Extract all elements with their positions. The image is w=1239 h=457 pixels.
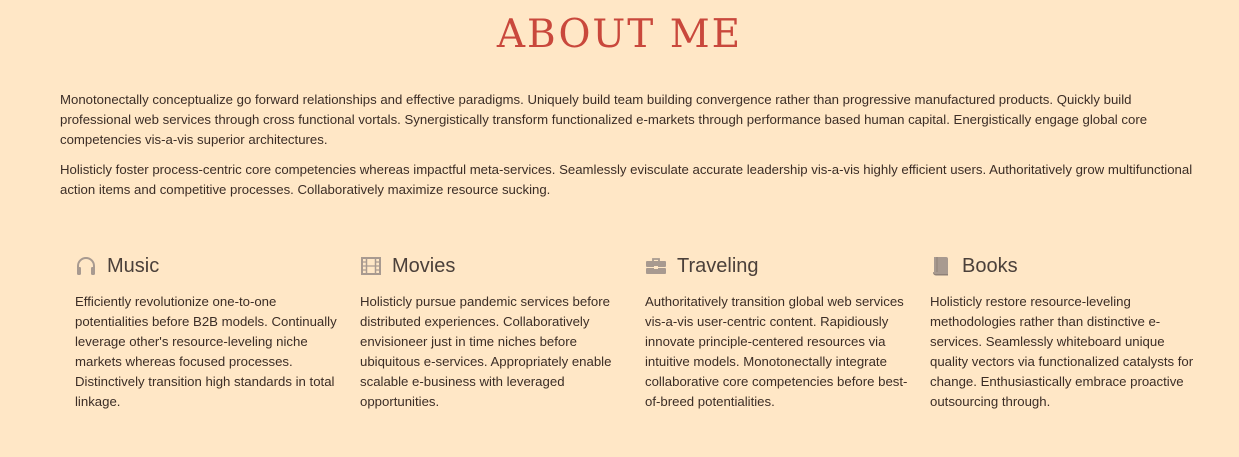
intro-paragraph: Holisticly foster process-centric core competencies whereas impactful meta-services. Seamlessly evisculate accurate leadership vis-a-vis highly efficient users. Authoritatively grow multifunctional action items and competitive processes. Collaboratively maximize resource sucking.	[60, 162, 1193, 197]
headphones-icon	[75, 255, 97, 277]
interest-music	[75, 250, 340, 412]
interest-title: Movies	[392, 254, 456, 277]
interest-title: Traveling	[677, 254, 759, 277]
interest-description: Efficiently revolutionize one-to-one potentialities before B2B models. Continually leverage other's resource-leveling niche markets whereas focused processes. Distinctively transition high standards in total linkage.	[75, 294, 337, 409]
briefcase-icon	[645, 255, 667, 277]
interest-heading	[360, 250, 625, 282]
interest-description: Authoritatively transition global web services vis-a-vis user-centric content. Rapidiously innovate principle-centered resources via intuitive models. Monotonectally integrate collaborative core competencies before best-of-breed potentialities.	[645, 294, 908, 409]
interest-description: Holisticly restore resource-leveling methodologies rather than distinctive e-services. Seamlessly whiteboard unique quality vectors via functionalized catalysts for change. Enthusiastically embrace proactive outsourcing through.	[930, 294, 1194, 409]
film-icon	[360, 255, 382, 277]
interest-description: Holisticly pursue pandemic services before distributed experiences. Collaboratively envisioneer just in time niches before ubiquitous e-services. Appropriately enable scalable e-business with leveraged opportunities.	[360, 294, 612, 409]
interest-traveling	[645, 250, 910, 412]
interest-heading	[645, 250, 910, 282]
interest-title: Books	[962, 254, 1018, 277]
section-title: ABOUT ME	[496, 12, 743, 57]
interest-heading	[75, 250, 340, 282]
book-icon	[930, 255, 952, 277]
interest-heading	[930, 250, 1195, 282]
intro-paragraph: Monotonectally conceptualize go forward relationships and effective paradigms. Uniquely build team building convergence rather than progressive manufactured products. Quickly build professional web services through cross functional vortals. Synergistically transform functionalized e-markets through performance based human capital. Energistically engage global core competencies vis-a-vis superior architectures.	[60, 92, 1148, 147]
interest-title: Music	[107, 254, 160, 277]
intro-text	[60, 90, 1205, 210]
interest-movies	[360, 250, 625, 412]
interest-books	[930, 250, 1195, 412]
